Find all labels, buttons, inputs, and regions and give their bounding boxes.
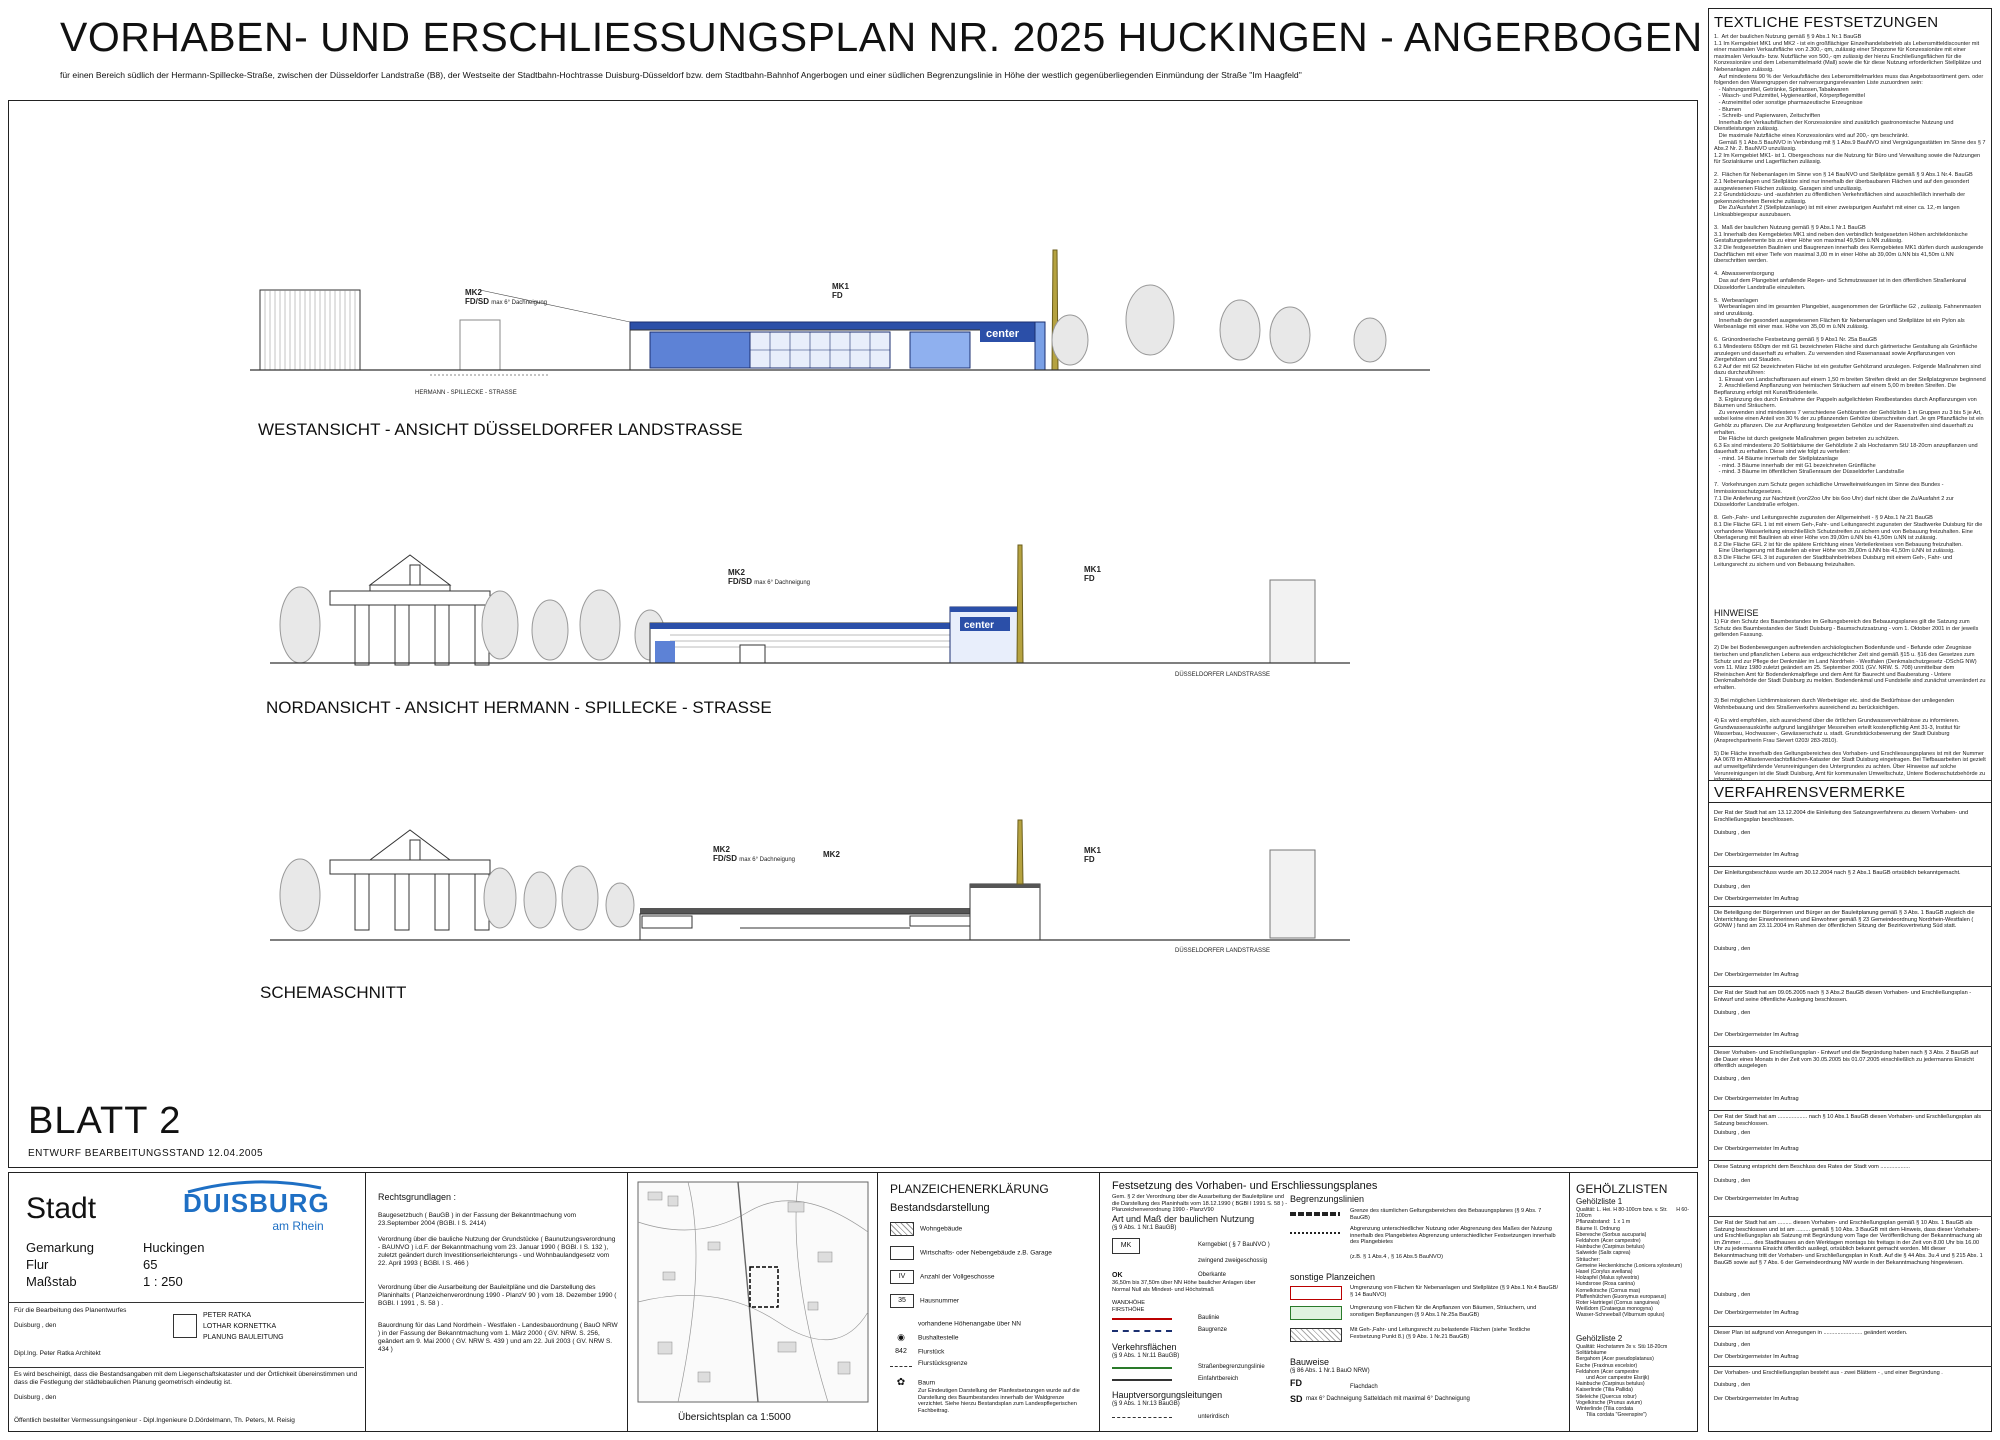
wandhoehe-text: WANDHÖHE bbox=[1112, 1300, 1146, 1306]
festsetzung-sub: Gem. § 2 der Verordnung über die Ausarbeitung der Bauleitpläne und die Darstellung des Planinhalts vom 18.12.1990 ( BGBl I 1991 S. 58 ) - Planzeichenverordnung 1990 - PlanzV90 bbox=[1112, 1194, 1288, 1214]
legend-baum-text: Baum bbox=[918, 1379, 935, 1387]
ok-symbol: OK bbox=[1112, 1272, 1123, 1279]
west-mk1 bbox=[832, 282, 849, 300]
procedure-note-date: Duisburg , den bbox=[1714, 1076, 1751, 1082]
section-mk2-b bbox=[823, 850, 840, 859]
procedure-note-text: Diese Satzung entspricht dem Beschluss des Rates der Stadt vom ................... bbox=[1714, 1164, 1910, 1170]
svg-text:center: center bbox=[964, 620, 995, 631]
sonst-heading: sonstige Planzeichen bbox=[1290, 1272, 1376, 1282]
flur-value: 65 bbox=[143, 1257, 158, 1272]
bescheinigung-text: Es wird bescheinigt, dass die Bestandsangaben mit dem Liegenschaftskataster und der Örtlichkeit übereinstimmen und dass die Festlegung der städtebaulichen Planung geometrisch eindeutig ist. bbox=[14, 1371, 358, 1386]
north-mk2-label: MK2 bbox=[728, 568, 745, 577]
unterirdisch-symbol bbox=[1112, 1417, 1172, 1418]
duisburg-logo-text: DUISBURG bbox=[183, 1188, 330, 1218]
einfahrt-text: Einfahrtbereich bbox=[1198, 1376, 1239, 1382]
firsthoehe-text: FIRSTHÖHE bbox=[1112, 1307, 1145, 1313]
procedure-note-signature: Der Oberbürgermeister Im Auftrag bbox=[1714, 1396, 1799, 1402]
massstab-label: Maßstab bbox=[26, 1274, 77, 1289]
procedure-note bbox=[1708, 1160, 1992, 1217]
legend-item-vollgeschosse bbox=[890, 1270, 994, 1284]
north-street: DÜSSELDORFER LANDSTRASSE bbox=[1175, 672, 1271, 678]
section-mk2-a bbox=[713, 845, 795, 865]
overview-map-block bbox=[628, 1172, 878, 1432]
legal-basis-item-4: Bauordnung für das Land Nordrhein - Westfalen - Landesbauordnung ( BauO NRW ) in der Fassung der Bekanntmachung vom 1. März 2000 ( GV. NRW. S. 256, geändert am 9. Mai 2000 ( GV. NRW S. 439 ) und am 22. Juli 2003 ( GV. NRW S. 434 ) bbox=[378, 1322, 618, 1353]
textual-regulations-heading: TEXTLICHE FESTSETZUNGEN bbox=[1714, 14, 1939, 31]
plant-list-2-heading: Gehölzliste 2 bbox=[1576, 1334, 1623, 1343]
begr2-ref: (z.B. § 1 Abs.4 , § 16 Abs.5 BauNVO) bbox=[1350, 1254, 1443, 1260]
baulinie-symbol bbox=[1112, 1318, 1172, 1320]
legal-basis-heading: Rechtsgrundlagen : bbox=[378, 1192, 457, 1202]
section-mk1-fd: FD bbox=[1084, 855, 1095, 864]
procedure-note-date: Duisburg , den bbox=[1714, 1178, 1751, 1184]
city-label: Stadt bbox=[26, 1192, 97, 1225]
legend-block bbox=[878, 1172, 1100, 1432]
bus-stop-icon: ◉ bbox=[897, 1332, 905, 1342]
west-mk1-fd: FD bbox=[832, 291, 843, 300]
city-block bbox=[8, 1172, 366, 1432]
begr1-text: Grenze des räumlichen Geltungsbereiches des Bebauungsplanes (§ 9 Abs. 7 BauGB) bbox=[1350, 1208, 1542, 1221]
west-mk2-label: MK2 bbox=[465, 288, 482, 297]
office-name-1: PETER RATKA bbox=[203, 1312, 252, 1319]
legend-heading: PLANZEICHENERKLÄRUNG bbox=[890, 1182, 1049, 1196]
legend-hoehe-text: vorhandene Höhenangabe über NN bbox=[918, 1320, 1021, 1328]
legend-vollgeschosse-text: Anzahl der Vollgeschosse bbox=[920, 1273, 995, 1281]
flachdach-text: Flachdach bbox=[1350, 1384, 1378, 1390]
legend-flurgrenze-text: Flurstücksgrenze bbox=[918, 1360, 968, 1368]
mk-text: Kerngebiet ( § 7 BauNVO ) bbox=[1198, 1242, 1270, 1248]
west-mk2 bbox=[465, 288, 547, 308]
schema-section bbox=[270, 820, 1350, 950]
west-mk2-roof: max 6° Dachneigung bbox=[491, 300, 548, 306]
baulinie-text: Baulinie bbox=[1198, 1315, 1220, 1321]
procedure-note-signature: Der Oberbürgermeister Im Auftrag bbox=[1714, 852, 1799, 858]
procedure-note-signature: Der Oberbürgermeister Im Auftrag bbox=[1714, 1196, 1799, 1202]
north-mk1-label: MK1 bbox=[1084, 565, 1101, 574]
strassen-symbol bbox=[1112, 1367, 1172, 1369]
procedure-note-signature: Der Oberbürgermeister Im Auftrag bbox=[1714, 1096, 1799, 1102]
massstab-value: 1 : 250 bbox=[143, 1274, 183, 1289]
west-view-label: WESTANSICHT - ANSICHT DÜSSELDORFER LANDSTRASSE bbox=[258, 420, 743, 439]
bearbeitung-label: Für die Bearbeitung des Planentwurfes bbox=[14, 1307, 127, 1314]
office-name-3: PLANUNG BAULEITUNG bbox=[203, 1334, 284, 1341]
begr1-symbol bbox=[1290, 1212, 1340, 1216]
procedure-note-signature: Der Oberbürgermeister Im Auftrag bbox=[1714, 1354, 1799, 1360]
procedure-note-text: Dieser Plan ist aufgrund von Anregungen in ......................... geändert worden. bbox=[1714, 1330, 1908, 1336]
textual-regulations-body: 1. Art der baulichen Nutzung gemäß § 9 Abs.1 Nr.1 BauGB 1.1 Im Kerngebiet MK1 und MK2 - ist ein großflächiger Einzelhandelsbetrieb als Lebensmitteldiscounter mit einer maximalen Verkaufsfläche von 2.300,- qm, zulässig einer Shopzone für Konzessionäre mit einer maximalen Verkaufs- bzw. Nutzfläche von 500,- qm zulässig der hierzu Erschließungsflächen für die Konzessionäre und dem Lebensmittelmarkt (Mall) sowie die für diese Nutzung erforderlichen Stellplätze und Nebenanlagen zulässig. Auf mindestens 90 % der Verkaufsfläche des Lebensmittelmarktes muss das Angebotssortiment gem. oder folgenden den Warengruppen der nahversorgungsrelevanten Liste zuzuordnen sein: - Nahrungsmittel, Getränke, Spirituosen,Tabakwaren - Wasch- und Putzmittel, Hygieneartikel, Körperpflegemittel - Arzneimittel oder sonstige pharmazeutische Erzeugnisse - Blumen - Schreib- und Papierwaren, Zeitschriften Innerhalb der Verkaufsflächen der Konzessionäre sind zusätzlich gastronomische Nutzung und Dienstleistungen zulässig. Die maximale Nutzfläche eines Konzessionärs wird auf 200,- qm beschränkt. Gemäß § 1 Abs.5 BauNVO in Verbindung mit § 1 Abs.9 BauNVO sind Vergnügungsstätten im Sinne des § 7 Abs.2 Nr. 2. BauNVO unzulässig. 1.2 Im Kerngebiet MK1- ist 1. Obergeschoss nur die Nutzung für Büro und Verwaltung sowie die Nutzungen für Sozialräume und Lagerflächen zulässig. 2. Flächen für Nebenanlagen im Sinne von § 14 BauNVO und Stellplätze gemäß § 9 Abs.1 Nr.4. BauGB 2.1 Nebenanlagen und Stellplätze sind nur innerhalb der überbaubaren Flächen und auf den gesondert ausgewiesenen Flächen zulässig. Garagen sind unzulässig. 2.2 Grundstückszu- und -ausfahrten zu öffentlichen Verkehrsflächen sind ausschließlich innerhalb der gekennzeichneten Bereiche zulässig. Die Zu/Ausfahrt 2 (Stellplatzanlage) ist mit einer zweispurigen Ausfahrt mit einer ca. 12,-m langen Linksabbiegespur auszubauen. 3. Maß der baulichen Nutzung gemäß § 9 Abs.1 Nr.1 BauGB 3.1 Innerhalb des Kerngebietes MK1 sind neben den verbindlich festgesetzten Höhen architektonische Gestaltungselemente bis zu einer Höhe von maximal 49,50m ü.NN zulässig. 3.2 Die festgesetzten Baulinien und Baugrenzen innerhalb des Kerngebietes MK1 dürfen durch auskragende Dachflächen mit einer Tiefe von maximal 3,00 m in einer Höhe ab 39,00m ü.NN bis 41,50m ü.NN überschritten werden. 4. Abwasserentsorgung Das auf dem Plangebiet anfallende Regen- und Schmutzwasser ist in den öffentlichen Straßenkanal Düsseldorfer Landstraße einzuleiten. 5. Werbeanlagen Werbeanlagen sind im gesamten Plangebiet, ausgenommen der Grünfläche G2 , zulässig. Fahnenmasten sind unzulässig. Innerhalb der gesondert ausgewiesenen Flächen für Nebenanlagen und Stellplätze ist ein Pylon als Werbeanlage mit einer max. Höhe von 35,00 m ü.NN zulässig. 6. Grünordnerische Festsetzung gemäß § 9 Abs1 Nr. 25a BauGB 6.1 Mindestens 650qm der mit G1 bezeichneten Fläche sind durch gärtnerische Gestaltung als Grünfläche anzulegen und dauerhaft zu erhalten. Zu verwenden sind Rasenansaat sowie Anpflanzungen von Ziergehölzen und Stauden. 6.2 Auf der mit G2 bezeichneten Fläche ist ein gestufter Gehölzrand anzulegen. Folgende Maßnahmen sind dazu durchzuführen: 1. Einsaat von Landschaftsrasen auf einem 1,50 m breiten Streifen direkt an der Stellplatzgrenze beginnend 2. Anschließend Anpflanzung von heimischen Sträuchern auf einem 5,00 m breiten Streifen. Die Bepflanzung erfolgt mit Kunst/Brüdenteile. 3. Ergänzung des durch Entnahme der Pappeln aufgelichteten Restbestandes durch Anpflanzungen von Bäumen und Sträuchern. Zu verwenden sind mindestens 7 verschiedene Gehölzarten der Gehölzliste 1 in Gruppen zu 3 bis 5 je Art, wobei keine einen Anteil von 30 % der zu pflanzenden Gehölze überschreiten darf. Je qm Pflanzfläche ist ein Gehölz zu pflanzen. Die zur Anpflanzung festgesetzten Gehölze und der Rasenstreifen sind dauerhaft zu erhalten. Die Fläche ist durch geeignete Maßnahmen gegen betreten zu schützen. 6.3 Es sind mindestens 20 Solitärbäume der Gehölzliste 2 als Hochstamm StU 18-20cm anzupflanzen und dauerhaft zu erhalten. Diese sind wie folgt zu verteilen: - mind. 14 Bäume innerhalb der Stellplatzanlage - mind. 3 Bäume innerhalb der mit G1 bezeichneten Grünfläche - mind. 3 Bäume im öffentlichen Straßenraum der Düsseldorfer Landstraße 7. Vorkehrungen zum Schutz gegen schädliche Umwelteinwirkungen im Sinne des Bundes - Immissionsschutzgesetzes. 7.1 Die Anlieferung zur Nachtzeit (von22oo Uhr bis 6oo Uhr) darf nicht über die Zu/Ausfahrt 2 zur Düsseldorfer Landstraße erfolgen. 8. Geh-,Fahr- und Leitungsrechte zugunsten der Allgemeinheit - § 9 Abs.1 Nr.21 BauGB 8.1 Die Fläche GFL 1 ist mit einem Geh-,Fahr- und Leitungsrecht zugunsten der Stadtwerke Duisburg für die vorhandene Wasserleitung einschließlich Schutzstreifen zu sichern und von Bebauung freizuhalten. Eine Überlagerung mit Baulinien ab einer Höhe von 39,00m ü.NN bis 41,50m ü.NN ist zulässig. 8.2 Die Fläche GFL 2 ist für die spätere Errichtung eines Verteilerkreises von Bebauung freizuhalten. Eine Überlagerung mit Bauteilen ab einer Höhe von 39,00m ü.NN bis 41,50m ü.NN ist zulässig. 8.3 Die Fläche GFL 3 ist zugunsten der Stadtbahnbetriebes Duisburg mit einem Geh-, Fahr- und Leitungsrecht zu sichern und von Bebauung freizuhalten. bbox=[1714, 34, 1986, 568]
gemarkung-label: Gemarkung bbox=[26, 1240, 94, 1255]
haupt-sub: (§ 9 Abs. 1 Nr.13 BauGB) bbox=[1112, 1401, 1180, 1407]
north-mk1 bbox=[1084, 565, 1101, 583]
procedure-note-text: Die Beteiligung der Bürgerinnen und Bürger an der Bauleitplanung gemäß § 3 Abs. 1 BauGB zugleich die Unterrichtung der Einwohnerinnen und Einwohner gemäß § 23 Gemeindeordnung Nordrhein-Westfalen ( GONW ) fand am 23.11.2004 im Rahmen der öffentlichen Sitzung der Bezirksvertretung Süd statt. bbox=[1714, 910, 1975, 930]
procedure-note-date: Duisburg , den bbox=[1714, 830, 1751, 836]
festsetzung-block bbox=[1100, 1172, 1570, 1432]
plan-subtitle: für einen Bereich südlich der Hermann-Spillecke-Straße, zwischen der Düsseldorfer Landstraße (B8), der Westseite der Stadtbahn-Hochtrasse Duisburg-Düsseldorf bzw. dem Stadtbahn-Bahnhof Angerbogen und einer südlichen Begrenzungslinie in Höhe der westlich gegenüberliegenden Einmündung der Straße "Im Haagfeld" bbox=[60, 70, 1302, 80]
plant-list-2: Qualität: Hochstamm 3x v. Stü 18-20cm Solitärbäume Bergahorn (Acer pseudoplatanus) Esche (Fraxinus excelsior) Feldahorn (Acer campestre und Acer campestre Elsrijk) Hainbuche (Carpinus betulus) Kaiserlinde (Tilia Pallida) Stieleiche (Quercus robur) Vogelkirsche (Prunus avium) Winterlinde (Tilia cordata Tilia cordata "Greenspire") bbox=[1576, 1344, 1668, 1419]
section-mk1-label: MK1 bbox=[1084, 846, 1101, 855]
verkehr-heading: Verkehrsflächen bbox=[1112, 1342, 1177, 1352]
procedure-note bbox=[1708, 1216, 1992, 1327]
west-mk2-fd: FD/SD bbox=[465, 297, 489, 306]
section-mk2-b-label: MK2 bbox=[823, 850, 840, 859]
procedure-note-text: Der Vorhaben- und Erschließungsplan besteht aus - zwei Blättern - , und einer Begründung . bbox=[1714, 1370, 1943, 1376]
procedure-note-signature: Der Oberbürgermeister Im Auftrag bbox=[1714, 972, 1799, 978]
procedure-note-text: Der Rat der Stadt hat am ................... nach § 10 Abs.1 BauGB diesen Vorhaben- und Erschließungsplan als Satzung beschlossen. bbox=[1714, 1114, 1982, 1127]
procedure-note-date: Duisburg , den bbox=[1714, 946, 1751, 952]
legend-hoehe-symbol bbox=[890, 1318, 912, 1330]
legal-basis-item-2: Verordnung über die bauliche Nutzung der Grundstücke ( Baunutzungsverordnung - BAUNVO ) i.d.F. der Bekanntmachung vom 23. Januar 1990 ( BGBl. I S. 132 ), zuletzt geändert durch Investitionserleichterungs - und Wohnbaulandgesetz vom 22. April 1993 ( BGBl. I S. 466 ) bbox=[378, 1236, 616, 1267]
procedure-note-date: Duisburg , den bbox=[1714, 1292, 1751, 1298]
legend-item-bus bbox=[890, 1332, 958, 1344]
procedure-note bbox=[1708, 866, 1992, 907]
legend-hausnummer-symbol: 35 bbox=[890, 1294, 914, 1308]
sonst1-symbol bbox=[1290, 1286, 1342, 1300]
sonst1-text: Umgrenzung von Flächen für Nebenanlagen und Stellplätze (§ 9 Abs.1 Nr.4 BauGB/§ 14 BauNVO) bbox=[1350, 1285, 1559, 1298]
north-mk2-roof: max 6° Dachneigung bbox=[754, 580, 811, 586]
procedure-note bbox=[1708, 906, 1992, 987]
legend-baum-note: Zur Eindeutigen Darstellung der Planfestsetzungen wurde auf die Darstellung des Baumbestandes innerhalb der Waldgrenze verzichtet. Siehe hierzu Bestandsplan zum Landespflegerischen Fachbeitrag. bbox=[918, 1388, 1080, 1414]
overview-map bbox=[638, 1182, 868, 1402]
procedure-notes-heading: VERFAHRENSVERMERKE bbox=[1714, 784, 1906, 801]
procedure-note-date: Duisburg , den bbox=[1714, 1342, 1751, 1348]
satteldach-text: max 6° Dachneigung Satteldach mit maximal 6° Dachneigung bbox=[1306, 1396, 1470, 1402]
legend-vollgeschosse-symbol: IV bbox=[890, 1270, 914, 1284]
begr2-symbol bbox=[1290, 1232, 1340, 1234]
north-view-label: NORDANSICHT - ANSICHT HERMANN - SPILLECKE - STRASSE bbox=[266, 698, 772, 717]
procedure-note-signature: Der Oberbürgermeister Im Auftrag bbox=[1714, 1032, 1799, 1038]
procedure-note-text: Dieser Vorhaben- und Erschließungsplan - Entwurf und die Begründung haben nach § 3 Abs. 2 BauGB auf die Dauer eines Monats in der Zeit vom 30.05.2005 bis 01.07.2005 einschließlich zu jedermanns Einsicht öffentlich ausgelegen bbox=[1714, 1050, 1979, 1070]
legend-wohngebaeude-symbol bbox=[890, 1222, 914, 1236]
legal-basis-block bbox=[366, 1172, 628, 1432]
gemarkung-value: Huckingen bbox=[143, 1240, 205, 1255]
legend-item-wohngebaeude bbox=[890, 1222, 962, 1236]
procedure-note bbox=[1708, 1110, 1992, 1161]
bauweise-heading: Bauweise bbox=[1290, 1357, 1330, 1367]
procedure-note bbox=[1708, 806, 1992, 867]
procedure-note-text: Der Rat der Stadt hat am 09.05.2005 nach § 3 Abs.2 BauGB diesen Vorhaben- und Erschließungsplan - Entwurf und seine öffentliche Auslegung beschlossen. bbox=[1714, 990, 1972, 1003]
sonst2-symbol bbox=[1290, 1306, 1342, 1320]
procedure-note bbox=[1708, 1326, 1992, 1367]
procedure-note-signature: Der Oberbürgermeister Im Auftrag bbox=[1714, 1310, 1799, 1316]
west-street: HERMANN - SPILLECKE - STRASSE bbox=[415, 390, 517, 396]
legend-flurstueck-symbol: 842 bbox=[895, 1348, 907, 1355]
hinweise-body: 1) Für den Schutz des Baumbestandes im Geltungsbereich des Bebauungsplanes gilt die Satzung zum Schutz des Baumbestandes der Stadt Duisburg - Baumschutzsatzung - vom 1. Oktober 2001 in der jeweils geltenden Fassung. 2) Die bei Bodenbewegungen auftretenden archäologischen Bodenfunde und - Befunde oder Zeugnisse tierischen und pflanzlichen Lebens aus erdgeschichtlicher Zeit sind gemäß §15 u. §16 des Gesetzes zum Schutz und zur Pflege der Denkmäler im Land Nordrhein - Westfalen (Denkmalschutzgesetz -DSchG NW) vom 11. März 1980 zuletzt geändert am 25. September 2001 (GV. NRW. S. 708) unmittelbar dem Rheinischen Amt für Bodendenkmalpflege und dem Amt für Baurecht und Bauberatung - Untere Denkmalbehörde der Stadt Duisburg zu melden. Bodendenkmal und Fundstelle sind zunächst unverändert zu erhalten. 3) Bei möglichen Lichtimmissionen durch Werbeträger etc. sind die Bedürfnisse der umliegenden Wohnbebauung und des Straßenverkehrs ausreichend zu berücksichtigen. 4) Es wird empfohlen, sich ausreichend über die örtlichen Grundwasserverhältnisse zu informieren. Grundwasserauskünfte aufgrund langjähriger Messreihen erteilt kostenpflichtig Amt 31-3, Institut für Wasserbau, Hochwasser-, Gewässerschutz u. stadt. Grundstücksbewerung der Stadt Duisburg (Ansprechpartnerin Frau Sievert 0203/ 283-2810). 5) Die Fläche innerhalb des Geltungsbereiches des Vorhaben- und Erschliessungsplanes ist mit der Nummer AA 0678 im Altlastenverdachtsflächen-Kataster der Stadt Duisburg eingetragen. Bei Tiefbauarbeiten ist gezielt auf umweltgefährdende Verunreinigungen des Untergrundes zu achten. Über Hinweise auf solche Verunreinigungen ist die Stadt Duisburg, Amt für kommunalen Umweltschutz, Untere Bodenschutzbehörde zu informieren. bbox=[1714, 619, 1986, 784]
architect-name: Dipl.Ing. Peter Ratka Architekt bbox=[14, 1350, 101, 1357]
hinweise-heading: HINWEISE bbox=[1714, 608, 1759, 618]
plant-lists-block bbox=[1570, 1172, 1698, 1432]
office-logo-icon bbox=[173, 1314, 197, 1338]
legend-item-hoehe bbox=[890, 1318, 1021, 1330]
art-heading: Art und Maß der baulichen Nutzung bbox=[1112, 1214, 1255, 1224]
bauweise-sub: (§ 86 Abs. 1 Nr.1 BauO NRW) bbox=[1290, 1368, 1370, 1374]
procedure-note-text: Der Einleitungsbeschluss wurde am 30.12.2004 nach § 2 Abs.1 BauGB ortsüblich bekanntgemacht. bbox=[1714, 870, 1961, 876]
plant-list-1-heading: Gehölzliste 1 bbox=[1576, 1197, 1623, 1206]
legend-nebengebaeude-symbol bbox=[890, 1246, 914, 1260]
legend-nebengebaeude-text: Wirtschafts- oder Nebengebäude z.B. Garage bbox=[920, 1249, 1052, 1257]
duisburg-logo-swoosh bbox=[183, 1180, 323, 1194]
overview-map-label: Übersichtsplan ca 1:5000 bbox=[678, 1412, 791, 1423]
procedure-note-signature: Der Oberbürgermeister Im Auftrag bbox=[1714, 896, 1799, 902]
hoehe-text: 36,50m bis 37,50m über NN Höhe baulicher Anlagen über Normal Null als Mindest- und Höchstmaß bbox=[1112, 1280, 1256, 1293]
sonst3-symbol bbox=[1290, 1328, 1342, 1342]
vermesser-text: Öffentlich bestellter Vermessungsingenieur - Dipl.Ingenieure D.Dördelmann, Th. Peters, M. Reisig bbox=[14, 1417, 295, 1424]
legend-flurgrenze-symbol bbox=[890, 1360, 912, 1367]
procedure-note-text: Der Rat der Stadt hat am ......... diesen Vorhaben- und Erschließungsplan gemäß § 10 Abs. 1 BauGB als Satzung beschlossen und ist am ......... gemäß § 10 Abs. 3 BauGB mit dem Hinweis, dass dieser Vorhaben- und Erschließungsplan als Satzung mit Begründung vom Tage der Veröffentlichung der Bekanntmachung ab im Zimmer ....... des Stadthauses an den Werktagen montags bis freitags in der Zeit von 8.00 Uhr bis 16.00 Uhr zu jedermanns Einsicht öffentlich ausliegt, ortsüblich bekannt gemacht worden. Mit dieser Bekanntmachung tritt der Vorhaben- und Erschließungsplan in Kraft. Auf die § 44 Abs. 3u.4 und § 215 Abs. 1 BauGB sowie auf § 7 Abs. 6 der Gemeindeordnung NW wurde in der Bekanntmachung hingewiesen. bbox=[1714, 1220, 1983, 1266]
procedure-note bbox=[1708, 1366, 1992, 1426]
legal-basis-item-1: Baugesetzbuch ( BauGB ) in der Fassung der Bekanntmachung vom 23.September 2004 (BGBl. I S. 2414) bbox=[378, 1212, 576, 1227]
procedure-note-date: Duisburg , den bbox=[1714, 1382, 1751, 1388]
legend-item-flurstueck bbox=[890, 1346, 944, 1358]
plant-list-1: Qualität: L. Hei. H 80-100cm bzw. v. Str. H 60-100cm Pflanzabstand: 1 x 1 m Bäume II. Ordnung Eberesche (Sorbus aucuparia) Feldahorn (Acer campestre) Hainbuche (Carpinus betulus) Salweide (Salix caprea) Sträucher: Gemeine Heckenkirsche (Lonicera xylosteum) Hasel (Corylus avellana) Holzapfel (Malus sylvestris) Hundsrose (Rosa canina) Kornelkirsche (Cornus mas) Pfaffenhütchen (Euonymus europaeus) Roter Hartriegel (Cornus sanguinea) Weißdorn (Crataegus monogyna) Wasser-Schneeball (Viburnum opulus) bbox=[1576, 1207, 1689, 1319]
art-sub: (§ 9 Abs. 1 Nr.1 BauGB) bbox=[1112, 1225, 1177, 1231]
begr2-text: Abgrenzung unterschiedlicher Nutzung oder Abgrenzung des Maßes der Nutzung innerhalb des Plangebietes Abgrenzung unterschiedlicher Festsetzungen innerhalb des Plangebietes bbox=[1350, 1226, 1556, 1246]
legal-basis-item-3: Verordnung über die Ausarbeitung der Bauleitpläne und die Darstellung des Planinhalts ( Planzeichenverordnung 1990 - PlanzV 90 ) vom 18. Dezember 1990 ( BGBl. I 1991 , S. 58 ) . bbox=[378, 1284, 617, 1307]
section-mk1 bbox=[1084, 846, 1101, 864]
legend-hausnummer-text: Hausnummer bbox=[920, 1297, 960, 1305]
flur-label: Flur bbox=[26, 1257, 49, 1272]
section-mk2-a-label: MK2 bbox=[713, 845, 730, 854]
procedure-note-date: Duisburg , den bbox=[1714, 884, 1751, 890]
mk-symbol: MK bbox=[1112, 1238, 1140, 1254]
baugrenze-text: Baugrenze bbox=[1198, 1327, 1228, 1333]
draft-status: ENTWURF BEARBEITUNGSSTAND 12.04.2005 bbox=[28, 1148, 264, 1159]
procedure-note-date: Duisburg , den bbox=[1714, 1010, 1751, 1016]
legend-bestand-heading: Bestandsdarstellung bbox=[890, 1202, 990, 1214]
procedure-note-date: Duisburg , den bbox=[1714, 1130, 1751, 1136]
legend-bus-text: Bushaltestelle bbox=[918, 1334, 959, 1342]
procedure-note bbox=[1708, 986, 1992, 1047]
procedure-note-signature: Der Oberbürgermeister Im Auftrag bbox=[1714, 1146, 1799, 1152]
north-elevation bbox=[270, 545, 1350, 670]
plant-lists-heading: GEHÖLZLISTEN bbox=[1576, 1182, 1668, 1196]
einfahrt-symbol bbox=[1112, 1379, 1172, 1381]
section-mk2-fd: FD/SD bbox=[713, 854, 737, 863]
sonst2-text: Umgrenzung von Flächen für die Anpflanzen von Bäumen, Sträuchern, und sonstigen Bepflanzungen (§ 9 Abs.1 Nr.25a BauGB) bbox=[1350, 1305, 1537, 1318]
bearbeitung-date: Duisburg , den bbox=[14, 1322, 57, 1329]
north-mk2-fd: FD/SD bbox=[728, 577, 752, 586]
oberkante-text: Oberkante bbox=[1198, 1272, 1227, 1278]
section-mk2-roof: max 6° Dachneigung bbox=[739, 857, 796, 863]
office-name-2: LOTHAR KORNETTKA bbox=[203, 1323, 277, 1330]
fd-symbol: FD bbox=[1290, 1378, 1302, 1388]
north-mk1-fd: FD bbox=[1084, 574, 1095, 583]
north-mk2 bbox=[728, 568, 810, 588]
festsetzung-heading: Festsetzung des Vorhaben- und Erschliessungsplanes bbox=[1112, 1180, 1378, 1192]
svg-text:center: center bbox=[986, 328, 1020, 340]
strassen-text: Straßenbegrenzungslinie bbox=[1198, 1364, 1265, 1370]
sonst3-text: Mit Geh-,Fahr- und Leitungsrecht zu belastende Flächen (siehe Textliche Festsetzung Punkt 8.) (§ 9 Abs. 1 Nr.21 BauGB) bbox=[1350, 1327, 1531, 1340]
west-elevation bbox=[250, 250, 1430, 410]
verkehr-sub: (§ 9 Abs. 1 Nr.11 BauGB) bbox=[1112, 1353, 1180, 1359]
baugrenze-symbol bbox=[1112, 1330, 1172, 1332]
haupt-heading: Hauptversorgungsleitungen bbox=[1112, 1390, 1223, 1400]
section-street: DÜSSELDORFER LANDSTRASSE bbox=[1175, 948, 1271, 954]
bescheinigung-date: Duisburg , den bbox=[14, 1394, 57, 1401]
legend-item-flurgrenze bbox=[890, 1360, 968, 1367]
unterirdisch-text: unterirdisch bbox=[1198, 1414, 1230, 1420]
plan-title: VORHABEN- UND ERSCHLIESSUNGSPLAN NR. 2025 HUCKINGEN - ANGERBOGEN bbox=[60, 14, 1703, 60]
legend-item-hausnummer bbox=[890, 1294, 959, 1308]
legend-item-nebengebaeude bbox=[890, 1246, 1052, 1260]
duisburg-logo bbox=[183, 1188, 330, 1233]
legend-wohngebaeude-text: Wohngebäude bbox=[920, 1225, 963, 1233]
tree-icon: ✿ bbox=[896, 1377, 906, 1388]
west-mk1-label: MK1 bbox=[832, 282, 849, 291]
sd-symbol: SD bbox=[1290, 1394, 1303, 1404]
sheet-number: BLATT 2 bbox=[28, 1100, 182, 1142]
section-view-label: SCHEMASCHNITT bbox=[260, 983, 407, 1002]
duisburg-logo-sub: am Rhein bbox=[272, 1219, 324, 1233]
legend-flurstueck-text: Flurstück bbox=[918, 1348, 945, 1356]
procedure-note-text: Der Rat der Stadt hat am 13.12.2004 die Einleitung des Satzungsverfahrens zu diesem Vorhaben- und Erschließungsplan beschlossen. bbox=[1714, 810, 1969, 823]
zwingend-text: zwingend zweigeschossig bbox=[1198, 1258, 1268, 1264]
procedure-note bbox=[1708, 1046, 1992, 1111]
begr-heading: Begrenzungslinien bbox=[1290, 1194, 1365, 1204]
